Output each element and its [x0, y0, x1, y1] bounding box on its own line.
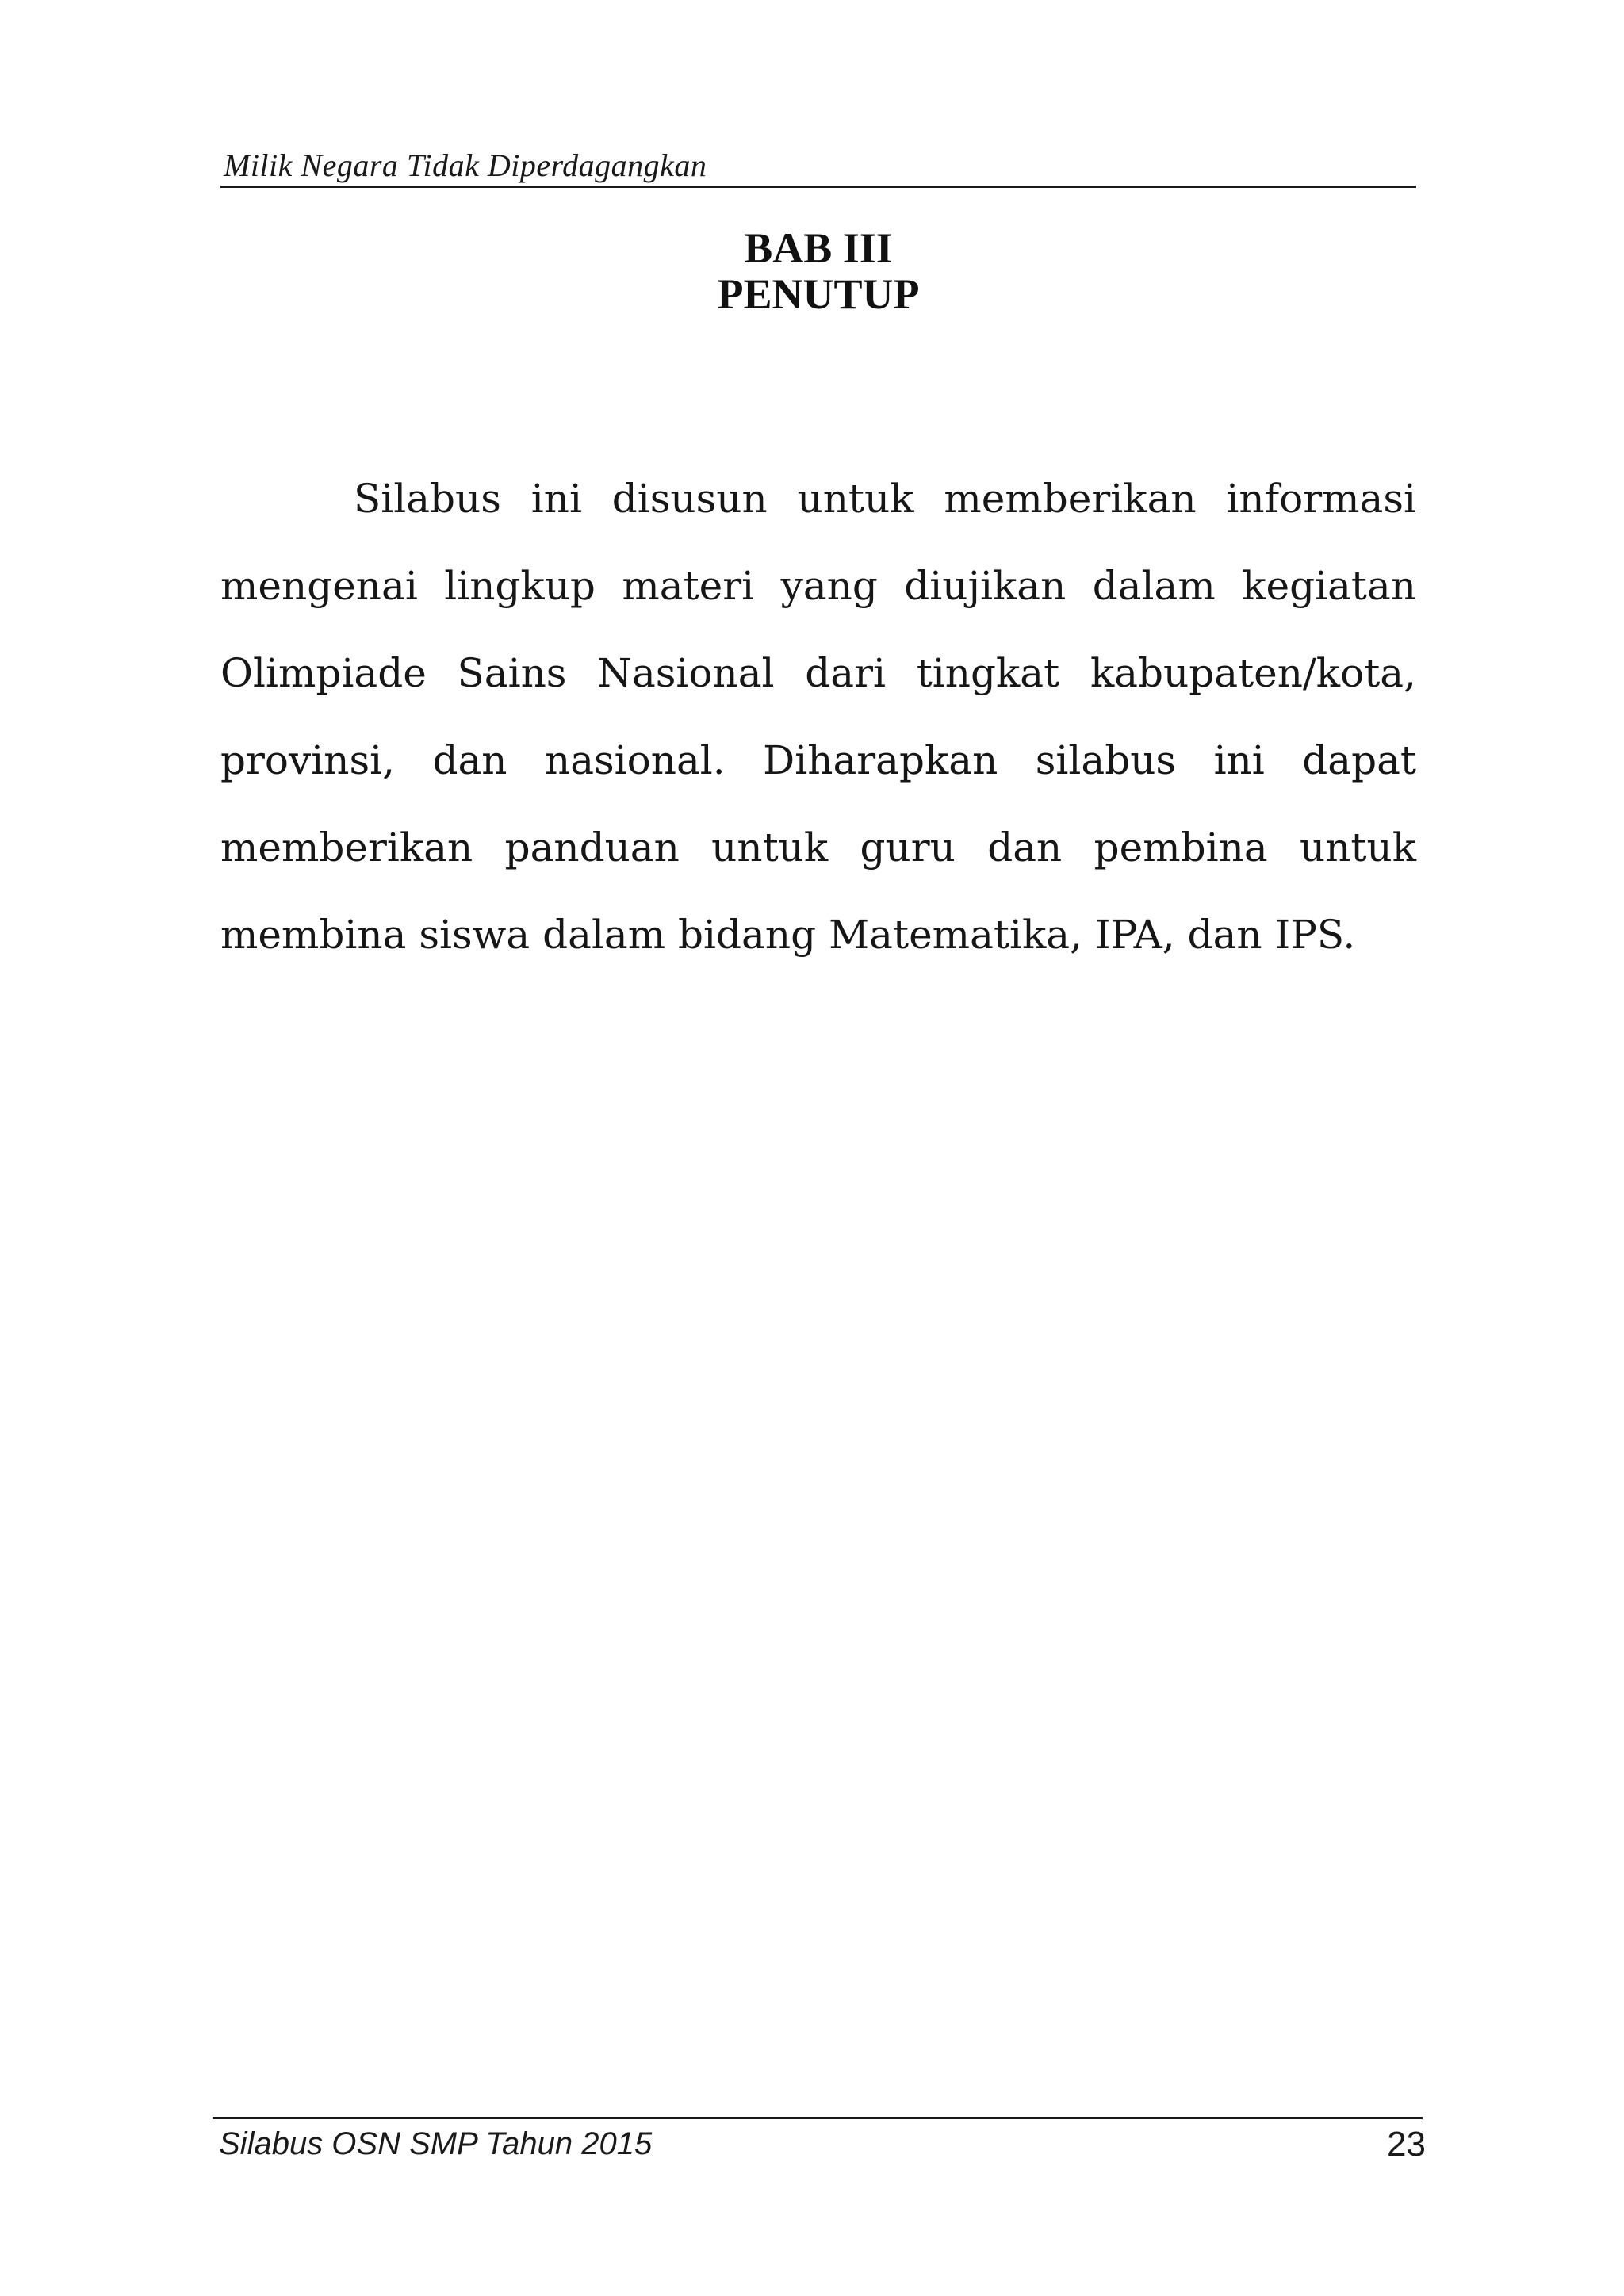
paragraph-line: Olimpiade Sains Nasional dari tingkat kabupaten/kota,: [220, 650, 1416, 696]
chapter-label: BAB III: [744, 224, 893, 272]
body-paragraph: [220, 455, 1416, 978]
paragraph-line: mengenai lingkup materi yang diujikan dalam kegiatan: [220, 563, 1416, 609]
chapter-title: PENUTUP: [717, 270, 920, 318]
paragraph-line: Silabus ini disusun untuk memberikan informasi: [354, 476, 1416, 522]
page-number: 23: [1387, 2125, 1426, 2164]
running-header: [220, 146, 1416, 188]
footer-title: Silabus OSN SMP Tahun 2015: [219, 2126, 653, 2161]
paragraph-line: provinsi, dan nasional. Diharapkan silabus ini dapat: [220, 737, 1416, 783]
paragraph-line: memberikan panduan untuk guru dan pembina untuk: [220, 825, 1416, 871]
footer-rule: [213, 2117, 1423, 2119]
running-header-text: Milik Negara Tidak Diperdagangkan: [224, 147, 707, 183]
chapter-heading: [220, 225, 1416, 317]
paragraph-line: membina siswa dalam bidang Matematika, IPA, dan IPS.: [220, 912, 1356, 958]
